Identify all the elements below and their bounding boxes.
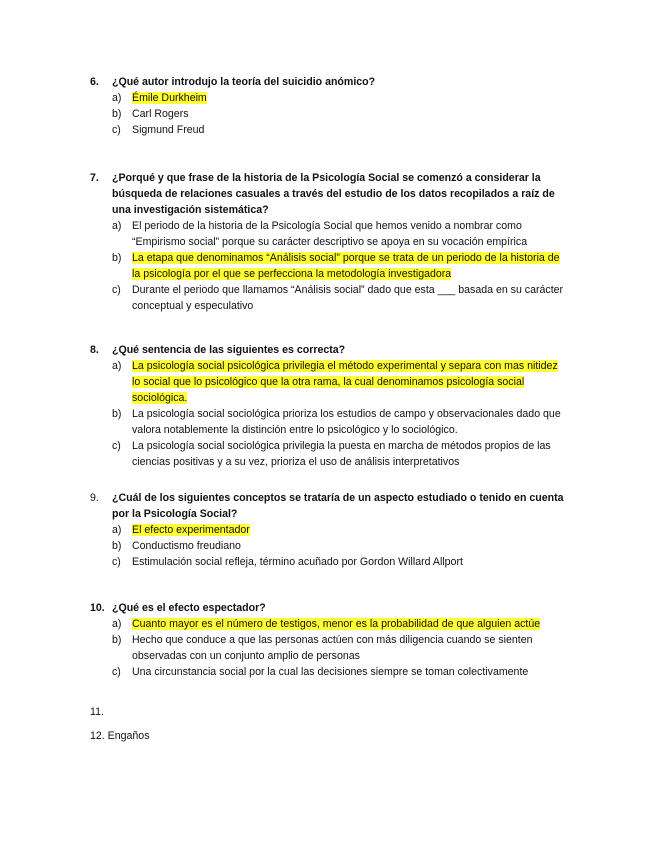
option-text-highlighted: La etapa que denominamos “Análisis social” porque se trata de un periodo de la historia de la psicología por el que se perfecciona la metodología investigadora xyxy=(132,252,560,280)
question-text: ¿Qué sentencia de las siguientes es correcta? xyxy=(112,344,346,356)
option-letter: a) xyxy=(112,618,122,630)
option-letter: c) xyxy=(112,556,121,568)
question-9 xyxy=(90,490,565,570)
line-12: 12. Engaños xyxy=(90,730,150,742)
question-header xyxy=(90,74,565,90)
question-6 xyxy=(90,74,565,138)
question-text: ¿Qué es el efecto espectador? xyxy=(112,602,266,614)
question-number: 7. xyxy=(90,172,99,184)
option-b xyxy=(90,250,565,282)
option-letter: a) xyxy=(112,524,122,536)
option-text: La psicología social sociológica prioriza los estudios de campo y observacionales dado que valora notablemente la distinción entre lo psicológico y lo sociológico. xyxy=(132,408,561,436)
option-letter: a) xyxy=(112,92,122,104)
option-text: Hecho que conduce a que las personas actúen con más diligencia cuando se sienten observadas con un conjunto amplio de personas xyxy=(132,634,533,662)
option-letter: b) xyxy=(112,408,122,420)
option-text-highlighted: El efecto experimentador xyxy=(132,524,250,536)
option-c xyxy=(90,664,565,680)
option-c xyxy=(90,122,565,138)
question-text: ¿Cuál de los siguientes conceptos se trataría de un aspecto estudiado o tenido en cuenta por la Psicología Social? xyxy=(112,492,564,520)
question-7 xyxy=(90,170,565,314)
question-8 xyxy=(90,342,565,470)
option-text-highlighted: Émile Durkheim xyxy=(132,92,207,104)
option-letter: b) xyxy=(112,634,122,646)
question-text: ¿Qué autor introdujo la teoría del suicidio anómico? xyxy=(112,76,376,88)
option-a xyxy=(90,218,565,250)
option-letter: b) xyxy=(112,108,122,120)
option-text: Carl Rogers xyxy=(132,108,189,120)
question-number: 8. xyxy=(90,344,99,356)
option-c xyxy=(90,554,565,570)
option-a xyxy=(90,358,565,406)
option-text: El periodo de la historia de la Psicología Social que hemos venido a nombrar como “Empirismo social” porque su carácter descriptivo se apoya en su vocación empírica xyxy=(132,220,528,248)
option-c xyxy=(90,438,565,470)
option-letter: c) xyxy=(112,124,121,136)
option-b xyxy=(90,406,565,438)
question-text: ¿Porqué y que frase de la historia de la Psicología Social se comenzó a considerar la búsqueda de relaciones casuales a través del estudio de los datos recopilados a raíz de una investigación sistemática? xyxy=(112,172,555,216)
option-text: Estimulación social refleja, término acuñado por Gordon Willard Allport xyxy=(132,556,463,568)
option-letter: a) xyxy=(112,360,122,372)
question-number: 10. xyxy=(90,602,105,614)
option-letter: a) xyxy=(112,220,122,232)
question-header xyxy=(90,342,565,358)
question-header xyxy=(90,600,565,616)
option-letter: c) xyxy=(112,666,121,678)
option-c xyxy=(90,282,565,314)
option-letter: c) xyxy=(112,440,121,452)
option-text: Conductismo freudiano xyxy=(132,540,241,552)
question-number: 9. xyxy=(90,492,99,504)
option-text: Sigmund Freud xyxy=(132,124,205,136)
option-b xyxy=(90,106,565,122)
option-text-highlighted: Cuanto mayor es el número de testigos, menor es la probabilidad de que alguien actúe xyxy=(132,618,541,630)
option-letter: b) xyxy=(112,252,122,264)
option-a xyxy=(90,90,565,106)
line-11: 11. xyxy=(90,706,104,718)
option-text-highlighted: La psicología social psicológica privilegia el método experimental y separa con mas nitidez lo social que lo psicológico que la otra rama, la cual denominamos psicología social sociológica. xyxy=(132,360,558,404)
option-b xyxy=(90,632,565,664)
option-letter: c) xyxy=(112,284,121,296)
option-text: Durante el periodo que llamamos “Análisis social” dado que esta ___ basada en su carácter conceptual y especulativo xyxy=(132,284,564,312)
option-text: Una circunstancia social por la cual las decisiones siempre se toman colectivamente xyxy=(132,666,529,678)
question-header xyxy=(90,490,565,522)
option-a xyxy=(90,616,565,632)
question-header xyxy=(90,170,565,218)
option-text: La psicología social sociológica privilegia la puesta en marcha de métodos propios de las ciencias positivas y a su vez, prioriza el uso de análisis interpretativos xyxy=(132,440,551,468)
option-a xyxy=(90,522,565,538)
question-number: 6. xyxy=(90,76,99,88)
option-b xyxy=(90,538,565,554)
option-letter: b) xyxy=(112,540,122,552)
question-10 xyxy=(90,600,565,680)
